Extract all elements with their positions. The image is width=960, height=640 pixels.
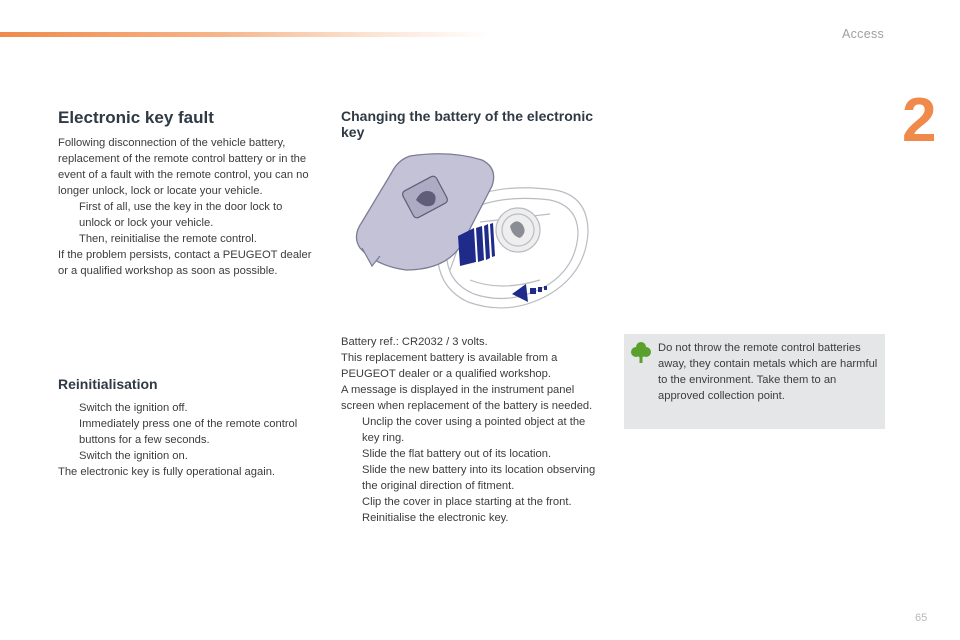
- fault-title: Electronic key fault: [58, 108, 214, 127]
- section-title: Access: [842, 27, 885, 41]
- bullet-icon: [58, 448, 79, 464]
- bullet-icon: [341, 494, 362, 510]
- battery-heading: [341, 108, 601, 140]
- chapter-number: 2: [902, 86, 937, 155]
- fault-intro: Following disconnection of the vehicle battery, replacement of the remote control battery or in the event of a fault with the remote control, you can no longer unlock, lock or locate your vehicle.: [58, 137, 309, 197]
- list-item: Unclip the cover using a pointed object at the key ring.: [341, 414, 601, 446]
- bullet-icon: [58, 400, 79, 416]
- bullet-icon: [58, 199, 79, 231]
- battery-instructions: [341, 334, 601, 526]
- battery-availability: This replacement battery is available from a PEUGEOT dealer or a qualified workshop.: [341, 352, 558, 380]
- tree-icon: [631, 341, 651, 363]
- reinit-outro: The electronic key is fully operational again.: [58, 466, 276, 478]
- list-item: First of all, use the key in the door lock to unlock or lock your vehicle.: [58, 199, 314, 231]
- reinit-section: [58, 376, 314, 480]
- bullet-icon: [341, 462, 362, 494]
- battery-warning: A message is displayed in the instrument panel screen when replacement of the battery is needed.: [341, 384, 593, 412]
- list-item: Reinitialise the electronic key.: [341, 510, 601, 526]
- list-item: Immediately press one of the remote control buttons for a few seconds.: [58, 416, 314, 448]
- page-number: 65: [915, 612, 928, 624]
- list-item: Then, reinitialise the remote control.: [58, 231, 314, 247]
- header-accent-bar: [0, 32, 490, 37]
- list-item: Slide the flat battery out of its location.: [341, 446, 601, 462]
- bullet-icon: [58, 416, 79, 448]
- fault-section: [58, 108, 314, 279]
- list-item: Slide the new battery into its location observing the original direction of fitment.: [341, 462, 601, 494]
- battery-title: Changing the battery of the electronic key: [341, 108, 594, 140]
- fault-outro: If the problem persists, contact a PEUGEOT dealer or a qualified workshop as soon as possible.: [58, 249, 312, 277]
- list-item: Clip the cover in place starting at the front.: [341, 494, 601, 510]
- reinit-title: Reinitialisation: [58, 376, 158, 392]
- bullet-icon: [341, 510, 362, 526]
- list-item: Switch the ignition off.: [58, 400, 314, 416]
- bullet-icon: [341, 414, 362, 446]
- battery-ref: Battery ref.: CR2032 / 3 volts.: [341, 336, 488, 348]
- bullet-icon: [58, 231, 79, 247]
- list-item: Switch the ignition on.: [58, 448, 314, 464]
- bullet-icon: [341, 446, 362, 462]
- environment-tip-text: Do not throw the remote control batteries away, they contain metals which are harmful to the environment. Take them to an approved collection point.: [658, 342, 878, 402]
- environment-tip-box: [624, 334, 885, 429]
- key-battery-illustration: [350, 152, 600, 322]
